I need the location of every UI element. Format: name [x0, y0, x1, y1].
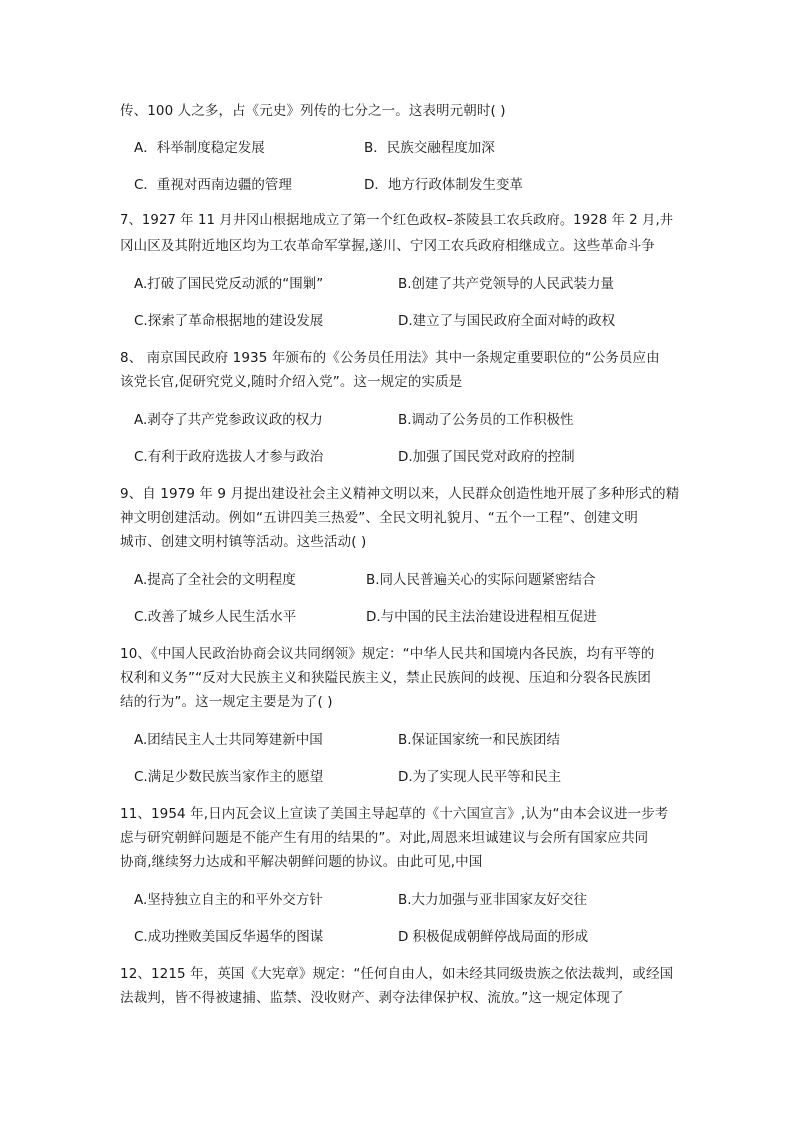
q9-stem-line-2: 神文明创建活动。例如“五讲四美三热爱”、全民文明礼貌月、“五个一工程”、创建文明	[120, 510, 638, 526]
q6-option-b: B．民族交融程度加深	[364, 140, 495, 156]
q10-option-c: C.满足少数民族当家作主的愿望	[134, 769, 324, 785]
q7-option-a: A.打破了国民党反动派的“围剿”	[134, 276, 324, 292]
q10-option-a: A.团结民主人士共同筹建新中国	[134, 732, 323, 748]
q6-option-d: D．地方行政体制发生变革	[364, 177, 523, 193]
q11-option-b: B.大力加强与亚非国家友好交往	[398, 892, 588, 908]
q10-option-d: D.为了实现人民平等和民主	[398, 769, 562, 785]
q11-option-c: C.成功挫败美国反华遏华的图谋	[134, 929, 324, 945]
q12-stem-line-2: 法裁判，皆不得被逮捕、监禁、没收财产、剥夺法律保护权、流放。”这一规定体现了	[120, 990, 624, 1006]
q8-option-b: B.调动了公务员的工作积极性	[398, 412, 574, 428]
q8-stem-line-1: 8、 南京国民政府 1935 年颁布的《公务员任用法》其中一条规定重要职位的“公务员应由	[120, 350, 660, 366]
q11-option-a: A.坚持独立自主的和平外交方针	[134, 892, 323, 908]
q7-option-c: C.探索了革命根据地的建设发展	[134, 313, 324, 329]
q10-stem-line-2: 权利和义务”“反对大民族主义和狭隘民族主义，禁止民族间的歧视、压迫和分裂各民族团	[120, 670, 651, 686]
q7-stem-line-1: 7、1927 年 11 月井冈山根据地成立了第一个红色政权–茶陵县工农兵政府。1928 年 2 月,井	[120, 213, 674, 228]
q11-stem-line-3: 协商,继续努力达成和平解决朝鲜问题的协议。由此可见,中国	[120, 854, 483, 870]
q9-option-b: B.同人民普遍关心的实际问题紧密结合	[366, 572, 596, 588]
q9-option-a: A.提高了全社会的文明程度	[134, 572, 296, 588]
q9-stem-line-3: 城市、创建文明村镇等活动。这些活动( )	[120, 534, 367, 550]
q8-option-c: C.有利于政府选拔人才参与政治	[134, 449, 324, 465]
q9-option-c: C.改善了城乡人民生活水平	[134, 609, 297, 625]
q12-stem-line-1: 12、1215 年，英国《大宪章》规定：“任何自由人，如未经其同级贵族之依法裁判，或经国	[120, 966, 674, 982]
q7-option-d: D.建立了与国民政府全面对峙的政权	[398, 313, 616, 329]
q8-option-d: D.加强了国民党对政府的控制	[398, 449, 575, 465]
q10-option-b: B.保证国家统一和民族团结	[398, 732, 561, 748]
q7-option-b: B.创建了共产党领导的人民武装力量	[398, 276, 615, 292]
q6-option-a: A．科举制度稳定发展	[134, 140, 265, 156]
q6-option-c: C．重视对西南边疆的管理	[134, 177, 292, 193]
q11-stem-line-2: 虑与研究朝鲜问题是不能产生有用的结果的”。对此,周恩来坦诚建议与会所有国家应共同	[120, 830, 649, 846]
q7-stem-line-2: 冈山区及其附近地区均为工农革命军掌握,遂川、宁冈工农兵政府相继成立。这些革命斗争	[120, 238, 655, 254]
q8-option-a: A.剥夺了共产党参政议政的权力	[134, 412, 323, 428]
q9-stem-line-1: 9、自 1979 年 9 月提出建设社会主义精神文明以来，人民群众创造性地开展了多种形式的精	[120, 486, 680, 502]
q11-option-d: D 积极促成朝鲜停战局面的形成	[398, 929, 589, 945]
q11-stem-line-1: 11、1954 年,日内瓦会议上宣读了美国主导起草的《十六国宣言》,认为“由本会议进一步考	[120, 806, 669, 822]
q8-stem-line-2: 该党长官,促研究党义,随时介绍入党”。这一规定的实质是	[120, 374, 463, 390]
q6-stem-tail: 传、100 人之多，占《元史》列传的七分之一。这表明元朝时( )	[120, 103, 506, 119]
q10-stem-line-3: 结的行为”。这一规定主要是为了( )	[120, 694, 333, 710]
q9-option-d: D.与中国的民主法治建设进程相互促进	[366, 609, 597, 625]
q10-stem-line-1: 10、《中国人民政治协商会议共同纲领》规定：“中华人民共和国境内各民族，均有平等的	[120, 646, 655, 662]
